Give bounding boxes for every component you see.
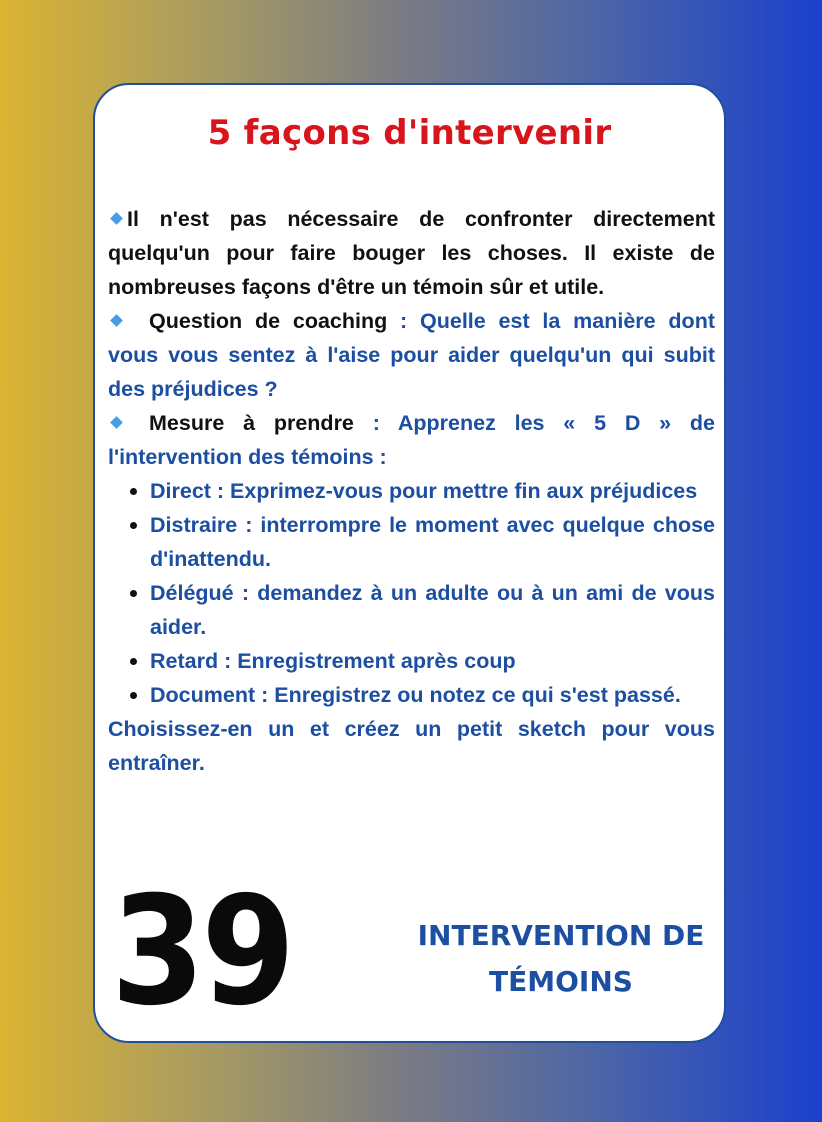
coaching-text: : Quelle est la manière dont vous vous sentez à l'aise pour aider quelqu'un qui subit des préjudices ?	[108, 309, 715, 401]
card-title: 5 façons d'intervenir	[207, 113, 612, 153]
list-item: Distraire : interrompre le moment avec quelque chose d'inattendu.	[150, 508, 715, 576]
diamond-bullet-icon	[110, 314, 123, 327]
closing-paragraph: Choisissez-en un et créez un petit sketch pour vous entraîner.	[108, 717, 715, 775]
category-line-1: INTERVENTION DE	[417, 919, 705, 952]
diamond-bullet-icon	[110, 212, 123, 225]
card-category	[413, 913, 709, 1005]
card-body	[108, 202, 715, 780]
action-text: : Apprenez les « 5 D » de l'intervention des témoins :	[108, 411, 715, 469]
card-number: 39	[111, 865, 292, 1039]
intro-text: Il n'est pas nécessaire de confronter directement quelqu'un pour faire bouger les choses. Il existe de nombreuses façons d'être un témoin sûr et utile.	[108, 207, 715, 299]
list-item: Direct : Exprimez-vous pour mettre fin aux préjudices	[150, 474, 715, 508]
list-item: Retard : Enregistrement après coup	[150, 644, 715, 678]
action-step	[108, 406, 715, 474]
five-d-list	[108, 474, 715, 712]
diamond-bullet-icon	[110, 416, 123, 429]
coaching-label: Question de coaching	[149, 309, 388, 333]
action-label: Mesure à prendre	[149, 411, 354, 435]
category-line-2: TÉMOINS	[489, 965, 633, 998]
card	[93, 83, 726, 1043]
list-item: Délégué : demandez à un adulte ou à un ami de vous aider.	[150, 576, 715, 644]
list-item: Document : Enregistrez ou notez ce qui s'est passé.	[150, 678, 715, 712]
intro-paragraph	[108, 202, 715, 304]
coaching-question	[108, 304, 715, 406]
